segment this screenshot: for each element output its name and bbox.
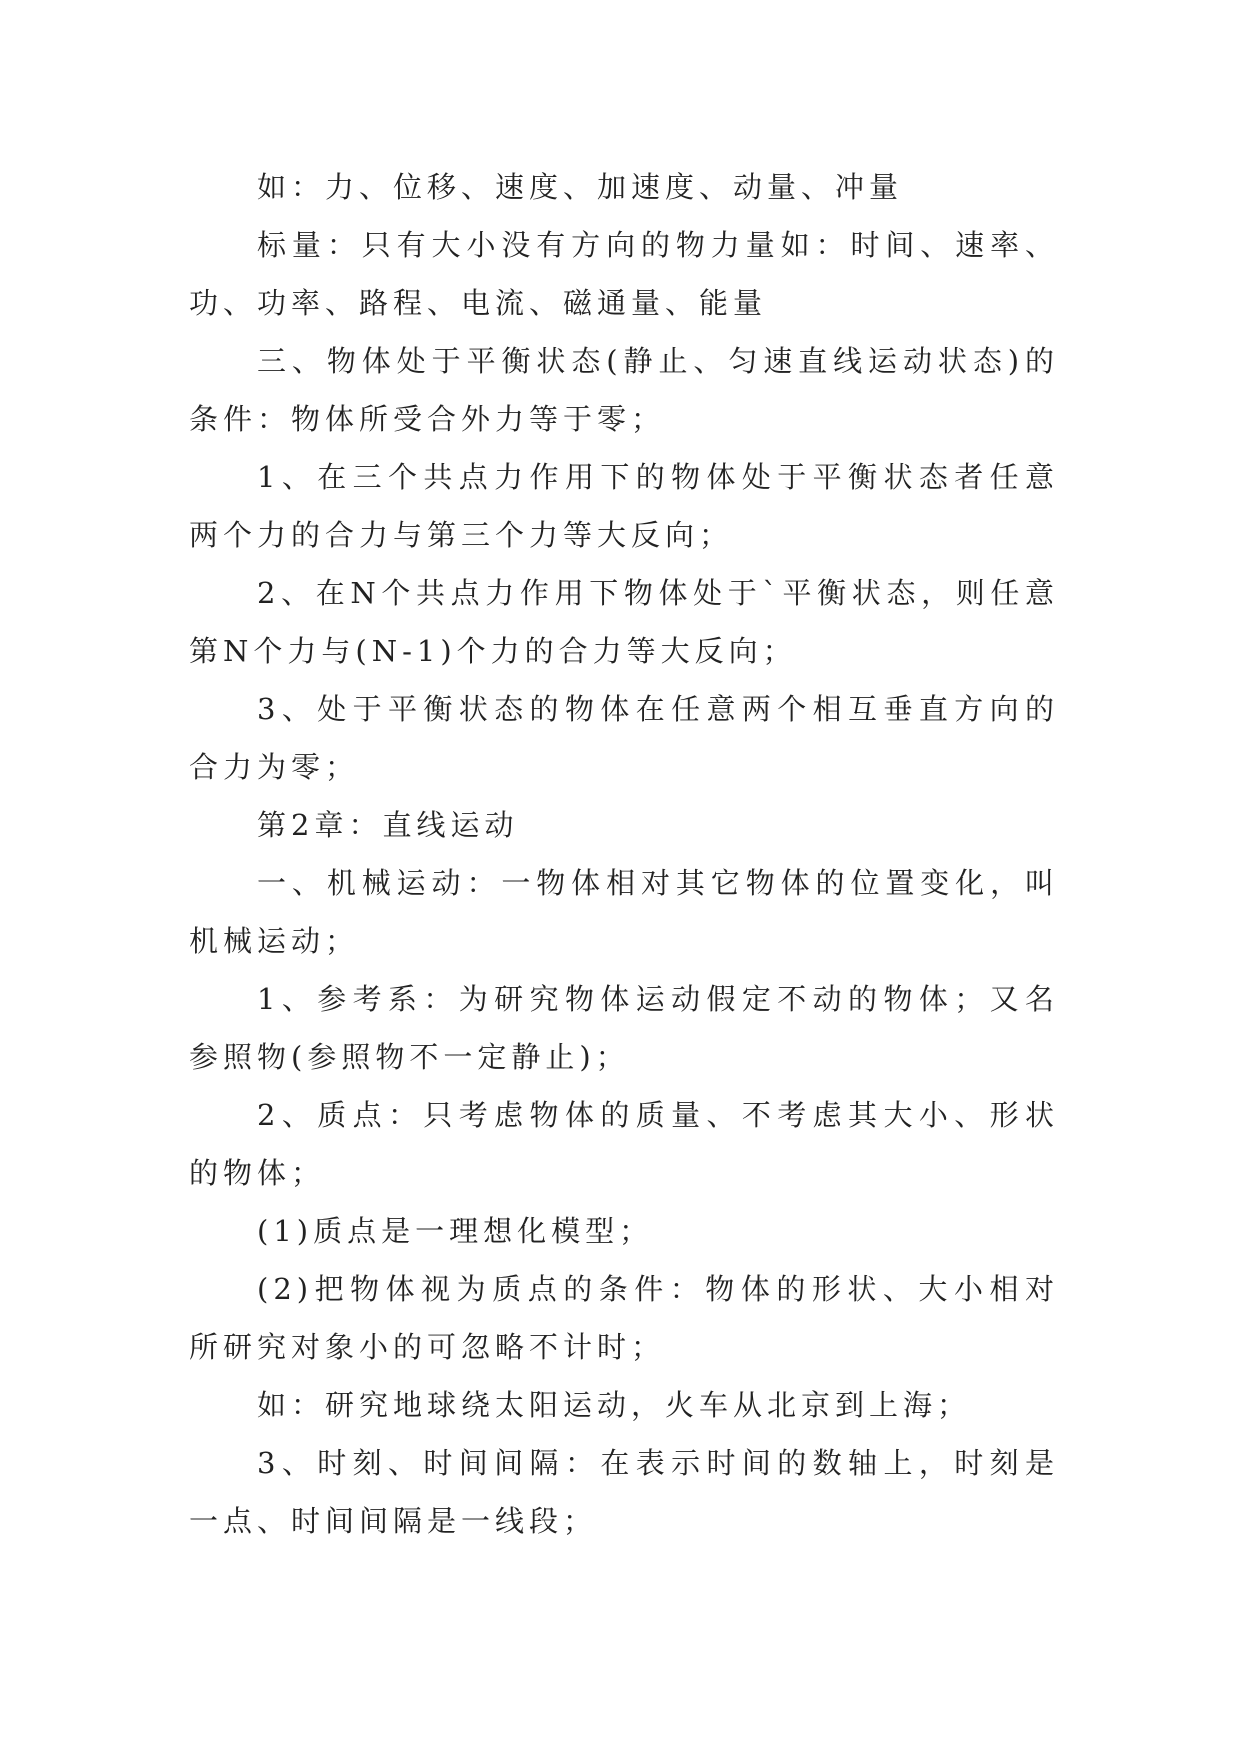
paragraph-equilibrium-condition: 三、物体处于平衡状态(静止、匀速直线运动状态)的条件：物体所受合外力等于零；	[189, 344, 1059, 436]
paragraph-particle: 2、质点：只考虑物体的质量、不考虑其大小、形状的物体；	[189, 1098, 1059, 1190]
paragraph-n-forces: 2、在N个共点力作用下物体处于`平衡状态，则任意第N个力与(N-1)个力的合力等大反向；	[189, 576, 1059, 668]
paragraph-reference-frame: 1、参考系：为研究物体运动假定不动的物体；又名参照物(参照物不一定静止)；	[189, 982, 1059, 1074]
paragraph-vector-examples: 如：力、位移、速度、加速度、动量、冲量	[257, 170, 904, 204]
paragraph-particle-examples: 如：研究地球绕太阳运动，火车从北京到上海；	[257, 1388, 972, 1422]
document-body	[189, 158, 1059, 1550]
paragraph-perpendicular-forces: 3、处于平衡状态的物体在任意两个相互垂直方向的合力为零；	[189, 692, 1059, 784]
paragraph-scalar-definition: 标量：只有大小没有方向的物力量如：时间、速率、功、功率、路程、电流、磁通量、能量	[189, 228, 1059, 320]
paragraph-ideal-model: (1)质点是一理想化模型；	[257, 1214, 654, 1248]
paragraph-time-instant-interval: 3、时刻、时间间隔：在表示时间的数轴上，时刻是一点、时间间隔是一线段；	[189, 1446, 1059, 1538]
paragraph-particle-condition: (2)把物体视为质点的条件：物体的形状、大小相对所研究对象小的可忽略不计时；	[189, 1272, 1059, 1364]
paragraph-three-forces: 1、在三个共点力作用下的物体处于平衡状态者任意两个力的合力与第三个力等大反向；	[189, 460, 1059, 552]
paragraph-mechanical-motion: 一、机械运动：一物体相对其它物体的位置变化，叫机械运动；	[189, 866, 1059, 958]
chapter-heading: 第2章：直线运动	[257, 808, 519, 842]
